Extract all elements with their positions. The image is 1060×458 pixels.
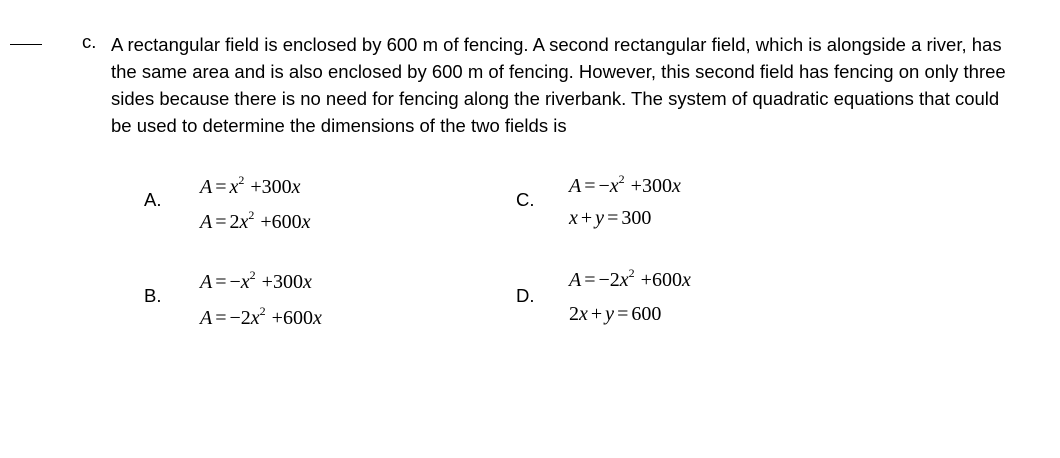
choice-c-label: C. [516,189,535,210]
choice-d-equation-1: $A = -2x^2 +600x$ [569,266,691,291]
choice-d-label: D. [516,285,535,306]
choice-c-equation-2: x + y = 300 [569,207,652,229]
choice-b-label: B. [144,285,162,306]
choice-a-label: A. [144,189,162,210]
choice-a-equation-2: $A = 2x^2 +600x$ [200,208,311,233]
question-letter: c. [82,31,97,52]
choice-a-equation-1: $A = x^2 +300x$ [200,173,301,198]
choice-c-equation-1: $A = -x^2 +300x$ [569,172,681,197]
answer-blank-line [10,44,42,45]
choice-b-equation-2: $A = -2x^2 +600x$ [200,304,322,329]
choice-d-equation-2: 2x + y = 600 [569,303,662,325]
question-stem: A rectangular field is enclosed by 600 m of fencing. A second rectangular field, which is alongside a river, has the same area and is also enclosed by 600 m of fencing. However, this second field has fencing on only three sides because there is no need for fencing along the riverbank. The system of quadratic equations that could be used to determine the dimensions of the two fields is [111,34,1006,136]
choice-b-equation-1: $A = -x^2 +300x$ [200,268,312,293]
